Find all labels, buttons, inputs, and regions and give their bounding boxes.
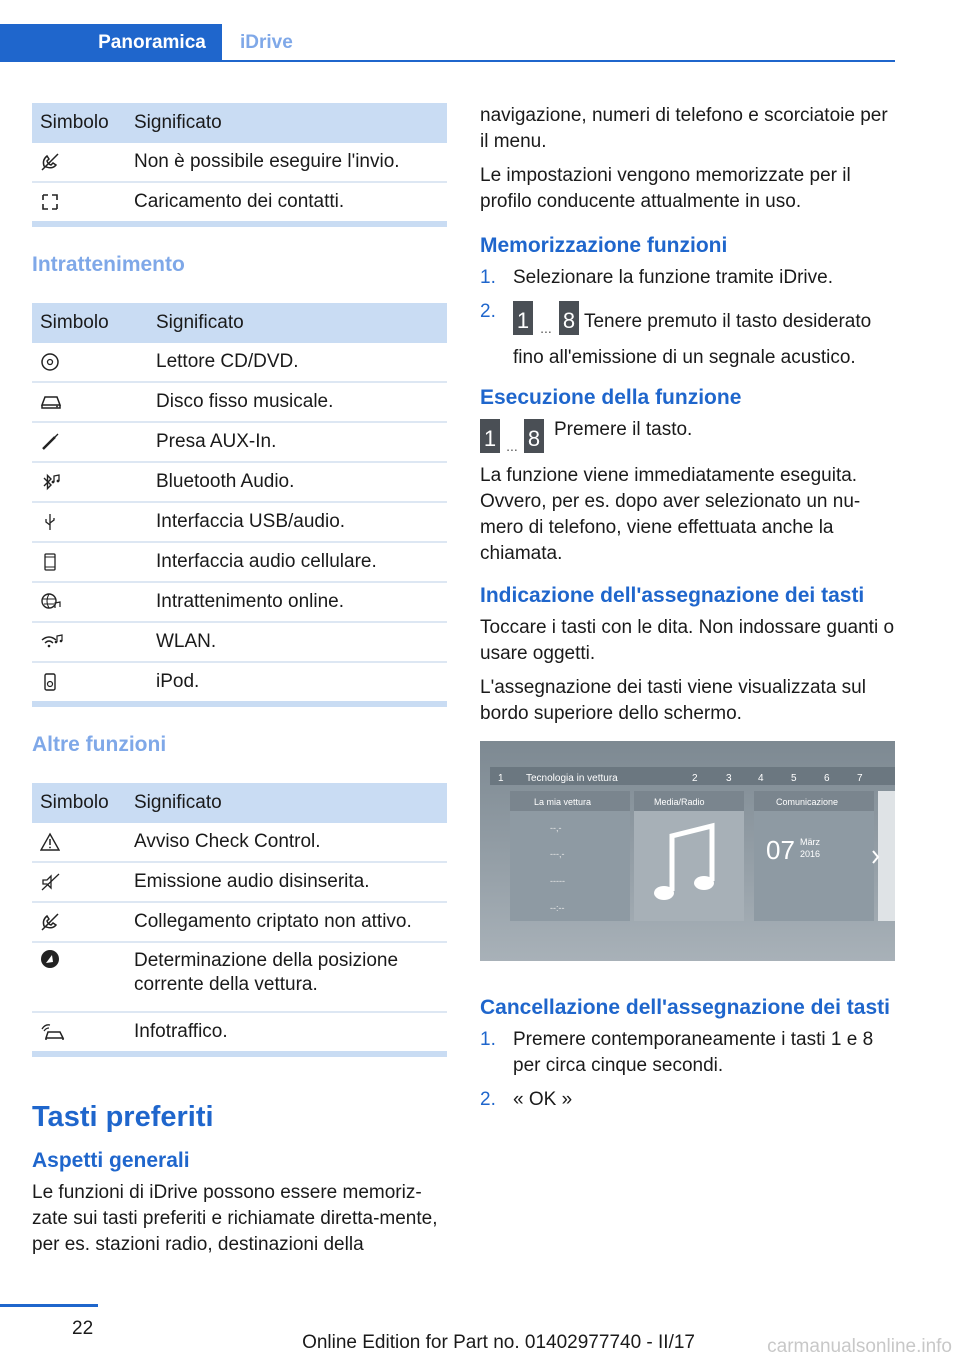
symbol-table-top	[32, 103, 447, 227]
table-row: Infotraffico.	[32, 1012, 447, 1054]
svg-text:---,-: ---,-	[550, 849, 565, 859]
execute-text: Premere il tasto.	[554, 419, 693, 440]
section-title-favorites: Tasti preferiti	[32, 1101, 214, 1133]
list-item: 2. « OK »	[480, 1089, 573, 1110]
svg-text:Media/Radio: Media/Radio	[654, 797, 705, 807]
table-row: Interfaccia audio cellulare.	[32, 542, 447, 582]
unencrypted-icon	[40, 912, 60, 932]
execute-paragraph: La funzione viene immediatamente eseguita. Ovvero, per es. dopo aver selezionato un nu‐mero di telefono, viene effettuata anche la chiamata.	[480, 465, 861, 564]
svg-text:8: 8	[527, 426, 541, 451]
watermark: carmanualsonline.info	[767, 1336, 952, 1357]
table-row: iPod.	[32, 662, 447, 704]
table-row: Disco fisso musicale.	[32, 382, 447, 422]
table-row: Lettore CD/DVD.	[32, 343, 447, 382]
svg-text:1: 1	[498, 773, 504, 784]
col-header-symbol: Simbolo	[32, 103, 126, 143]
svg-text:2016: 2016	[800, 849, 821, 859]
svg-text:1: 1	[483, 426, 497, 451]
table-row: Determinazione della posizione corrente della vettura.	[32, 942, 447, 1012]
svg-text:4: 4	[758, 773, 764, 784]
assign-title: Indicazione dell'assegnazione dei tasti	[480, 584, 865, 607]
memorize-steps	[480, 265, 895, 371]
assign-text-2: L'assegnazione dei tasti viene visualizzata sul bordo superiore dello schermo.	[480, 677, 866, 724]
svg-text:März: März	[800, 837, 820, 847]
execute-title: Esecuzione della funzione	[480, 386, 742, 409]
list-item: 2. 1 ... 8 Tenere premuto il tasto desiderato fino all'emissione di un segnale acustico.	[480, 301, 872, 368]
delete-title: Cancellazione dell'assegnazione dei tasti	[480, 996, 890, 1019]
warning-icon	[40, 832, 60, 852]
idrive-screen-image	[480, 741, 895, 961]
svg-text:07: 07	[766, 835, 795, 865]
delete-steps	[480, 1027, 895, 1113]
assign-text-1: Toccare i tasti con le dita. Non indossare guanti o usare oggetti.	[480, 617, 895, 664]
aux-plug-icon	[40, 432, 60, 452]
location-icon	[40, 949, 60, 969]
svg-text:--:--: --:--	[550, 903, 565, 913]
tab-panoramica[interactable]: Panoramica	[0, 24, 222, 62]
favorite-keys-graphic	[513, 299, 579, 345]
svg-text:Comunicazione: Comunicazione	[776, 797, 839, 807]
edition-text: Online Edition for Part no. 01402977740 - II/17	[302, 1332, 695, 1353]
general-text: Le funzioni di iDrive possono essere memoriz‐zate sui tasti preferiti e richiamate diretta‐mente, per es. stazioni radio, destinazioni della	[32, 1182, 438, 1255]
bluetooth-audio-icon	[40, 472, 62, 492]
table-row: Avviso Check Control.	[32, 823, 447, 862]
crossed-phone-icon	[40, 152, 60, 172]
table-row: Emissione audio disinserita.	[32, 862, 447, 902]
symbol-table-other: Simbolo Significato Avviso Check Control. Emissione audio disinserita. Collegamento criptato non attivo. Determinazione della posizione corrente della vettura. Infotraffico.	[32, 783, 447, 1057]
svg-text:--,-: --,-	[550, 823, 562, 833]
svg-text:6: 6	[824, 773, 830, 784]
header-rule	[0, 60, 895, 62]
table-row: Non è possibile eseguire l'invio.	[32, 143, 447, 182]
svg-text:8: 8	[562, 308, 576, 333]
section-title-other: Altre funzioni	[32, 733, 167, 756]
wlan-icon	[40, 632, 64, 652]
traffic-info-icon	[40, 1022, 66, 1042]
svg-text:Tecnologia in vettura: Tecnologia in vettura	[526, 773, 618, 784]
right-column	[480, 103, 895, 1123]
memorize-title: Memorizzazione funzioni	[480, 234, 728, 257]
table-row: Caricamento dei contatti.	[32, 182, 447, 224]
table-row: Bluetooth Audio.	[32, 462, 447, 502]
svg-text:...: ...	[506, 438, 518, 454]
settings-text: Le impostazioni vengono memorizzate per il profilo conducente attualmente in uso.	[480, 165, 851, 212]
phone-audio-icon	[40, 552, 60, 572]
contacts-loading-icon	[40, 192, 60, 212]
hard-disk-icon	[40, 392, 62, 412]
online-entertainment-icon	[40, 592, 62, 612]
continued-text: navigazione, numeri di telefono e scorciatoie per il menu.	[480, 105, 888, 152]
svg-text:...: ...	[540, 320, 552, 336]
table-row: Interfaccia USB/audio.	[32, 502, 447, 542]
svg-text:La mia vettura: La mia vettura	[534, 797, 592, 807]
list-item: 1. Premere contemporaneamente i tasti 1 e 8 per circa cinque secondi.	[480, 1029, 874, 1076]
tab-idrive[interactable]: iDrive	[240, 32, 293, 53]
page-number: 22	[72, 1318, 94, 1339]
left-column	[32, 103, 447, 1266]
table-row: Presa AUX-In.	[32, 422, 447, 462]
table-row: Collegamento criptato non attivo.	[32, 902, 447, 942]
col-header-meaning: Significato	[126, 103, 447, 143]
svg-text:3: 3	[726, 773, 732, 784]
table-row: WLAN.	[32, 622, 447, 662]
svg-text:1: 1	[516, 308, 530, 333]
mute-icon	[40, 872, 62, 892]
footer-rule	[0, 1304, 98, 1307]
list-item: 1. Selezionare la funzione tramite iDrive.	[480, 267, 833, 288]
svg-text:-----: -----	[550, 876, 565, 886]
favorite-keys-graphic	[480, 417, 544, 455]
svg-text:5: 5	[791, 773, 797, 784]
cd-icon	[40, 352, 60, 372]
ipod-icon	[40, 672, 60, 692]
subsection-title-general: Aspetti generali	[32, 1149, 190, 1172]
table-row: Intrattenimento online.	[32, 582, 447, 622]
section-title-entertainment: Intrattenimento	[32, 253, 185, 276]
symbol-table-entertainment: Simbolo Significato Lettore CD/DVD. Disco fisso musicale. Presa AUX-In. Bluetooth Audio. Interfaccia USB/audio. Interfaccia audio cellulare. Intrattenimento online. WLAN. iPod.	[32, 303, 447, 707]
usb-icon	[40, 512, 60, 532]
svg-text:2: 2	[692, 773, 698, 784]
svg-text:7: 7	[857, 773, 863, 784]
